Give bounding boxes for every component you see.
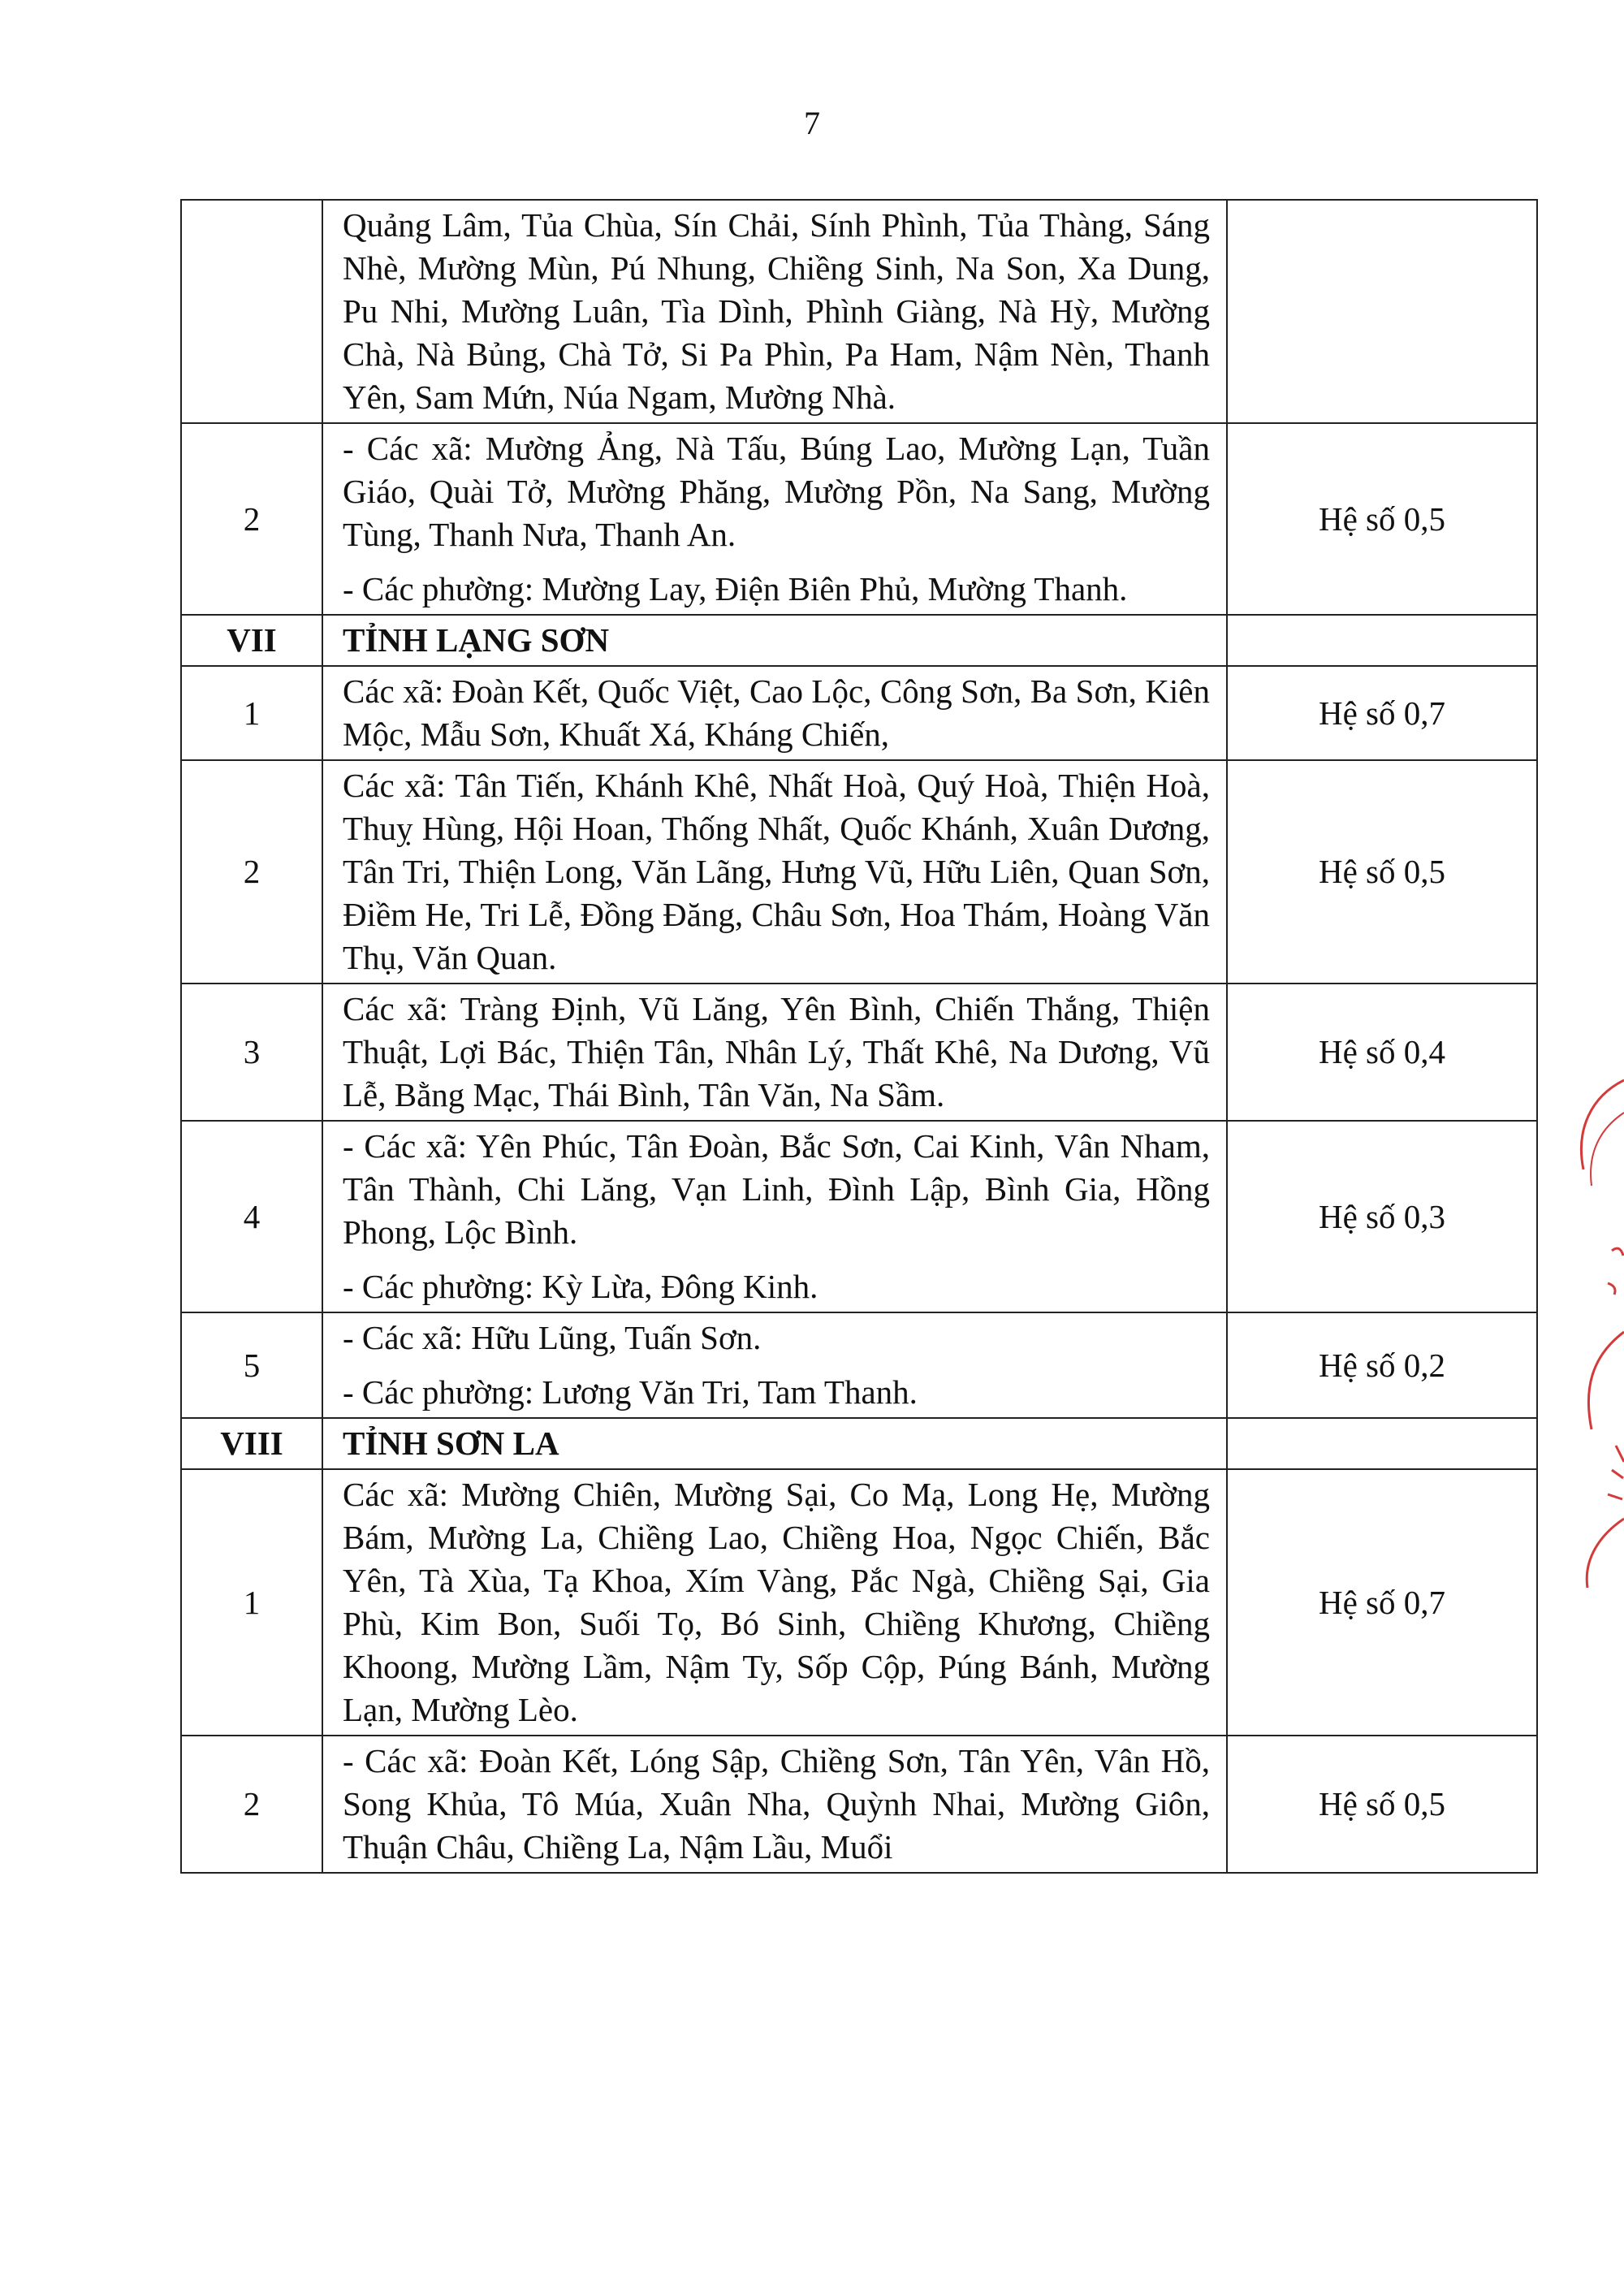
table-row [181,1469,1537,1736]
coefficient-value [1227,1418,1537,1469]
commune-list-line: Quảng Lâm, Tủa Chùa, Sín Chải, Sính Phình, Tủa Thàng, Sáng Nhè, Mường Mùn, Pú Nhung, Chiềng Sinh, Na Son, Xa Dung, Pu Nhi, Mường Luân, Tìa Dình, Phình Giàng, Nà Hỳ, Mường Chà, Nà Bủng, Chà Tở, Si Pa Phìn, Pa Ham, Nậm Nèn, Thanh Yên, Sam Mứn, Núa Ngam, Mường Nhà. [343,206,1210,416]
coefficient-value: Hệ số 0,7 [1227,1469,1537,1736]
commune-list [322,666,1227,760]
table-row [181,1121,1537,1312]
row-number: 3 [181,984,322,1121]
coefficient-value: Hệ số 0,5 [1227,760,1537,984]
commune-list [322,760,1227,984]
commune-list [322,1736,1227,1873]
commune-list-line: - Các xã: Yên Phúc, Tân Đoàn, Bắc Sơn, Cai Kinh, Vân Nham, Tân Thành, Chi Lăng, Vạn Linh, Đình Lập, Bình Gia, Hồng Phong, Lộc Bình. [343,1127,1210,1251]
coefficient-value: Hệ số 0,5 [1227,423,1537,615]
row-number: 1 [181,1469,322,1736]
commune-list-line: TỈNH LẠNG SƠN [343,621,610,659]
row-number: 4 [181,1121,322,1312]
province-header-row [181,615,1537,666]
commune-list-line: - Các xã: Đoàn Kết, Lóng Sập, Chiềng Sơn, Tân Yên, Vân Hồ, Song Khủa, Tô Múa, Xuân Nha, Quỳnh Nhai, Mường Giôn, Thuận Châu, Chiềng La, Nậm Lầu, Muổi [343,1742,1210,1865]
coefficient-value: Hệ số 0,4 [1227,984,1537,1121]
coefficient-value: Hệ số 0,5 [1227,1736,1537,1873]
commune-list-line: - Các phường: Mường Lay, Điện Biên Phủ, Mường Thanh. [343,570,1128,607]
commune-list [322,1312,1227,1418]
row-number: 2 [181,1736,322,1873]
table-row [181,1736,1537,1873]
row-number: 5 [181,1312,322,1418]
commune-list [322,984,1227,1121]
table-row [181,1312,1537,1418]
province-name [322,1418,1227,1469]
province-number: VIII [181,1418,322,1469]
table-row [181,666,1537,760]
commune-list [322,1121,1227,1312]
commune-list-line: - Các phường: Kỳ Lừa, Đông Kinh. [343,1268,818,1305]
table-row [181,200,1537,423]
coefficient-value: Hệ số 0,7 [1227,666,1537,760]
commune-list [322,200,1227,423]
row-number: 2 [181,760,322,984]
commune-list [322,423,1227,615]
commune-list-line: - Các phường: Lương Văn Tri, Tam Thanh. [343,1373,918,1411]
coefficient-value [1227,615,1537,666]
page-number: 7 [804,105,820,141]
commune-list-line: Các xã: Tân Tiến, Khánh Khê, Nhất Hoà, Quý Hoà, Thiện Hoà, Thuỵ Hùng, Hội Hoan, Thống Nhất, Quốc Khánh, Xuân Dương, Tân Tri, Thiện Long, Văn Lãng, Hưng Vũ, Hữu Liên, Quan Sơn, Điềm He, Tri Lễ, Đồng Đăng, Châu Sơn, Hoa Thám, Hoàng Văn Thụ, Văn Quan. [343,767,1210,976]
commune-list-line: - Các xã: Hữu Lũng, Tuấn Sơn. [343,1319,762,1356]
commune-list-line: - Các xã: Mường Ảng, Nà Tấu, Búng Lao, Mường Lạn, Tuần Giáo, Quài Tở, Mường Phăng, Mường Pồn, Na Sang, Mường Tùng, Thanh Nưa, Thanh An. [343,430,1210,553]
province-number: VII [181,615,322,666]
row-number: 2 [181,423,322,615]
table-body [181,200,1537,1873]
coefficient-value: Hệ số 0,2 [1227,1312,1537,1418]
commune-list [322,1469,1227,1736]
coefficient-value: Hệ số 0,3 [1227,1121,1537,1312]
commune-list-line: Các xã: Đoàn Kết, Quốc Việt, Cao Lộc, Công Sơn, Ba Sơn, Kiên Mộc, Mẫu Sơn, Khuất Xá, Kháng Chiến, [343,672,1210,753]
table-row [181,760,1537,984]
commune-list-line: Các xã: Tràng Định, Vũ Lăng, Yên Bình, Chiến Thắng, Thiện Thuật, Lợi Bác, Thiện Tân, Nhân Lý, Thất Khê, Na Dương, Vũ Lễ, Bằng Mạc, Thái Bình, Tân Văn, Na Sầm. [343,990,1210,1113]
row-number: 1 [181,666,322,760]
red-seal-stamp-fragment [1567,1064,1624,1592]
commune-list-line: Các xã: Mường Chiên, Mường Sại, Co Mạ, Long Hẹ, Mường Bám, Mường La, Chiềng Lao, Chiềng Hoa, Ngọc Chiến, Bắc Yên, Tà Xùa, Tạ Khoa, Xím Vàng, Pắc Ngà, Chiềng Sại, Gia Phù, Kim Bon, Suối Tọ, Bó Sinh, Chiềng Khương, Chiềng Khoong, Mường Lầm, Nậm Ty, Sốp Cộp, Púng Bánh, Mường Lạn, Mường Lèo. [343,1476,1210,1728]
province-name [322,615,1227,666]
table-row [181,423,1537,615]
coefficient-value [1227,200,1537,423]
province-header-row [181,1418,1537,1469]
row-number [181,200,322,423]
commune-list-line: TỈNH SƠN LA [343,1424,559,1462]
region-coefficient-table [180,199,1538,1874]
table-row [181,984,1537,1121]
